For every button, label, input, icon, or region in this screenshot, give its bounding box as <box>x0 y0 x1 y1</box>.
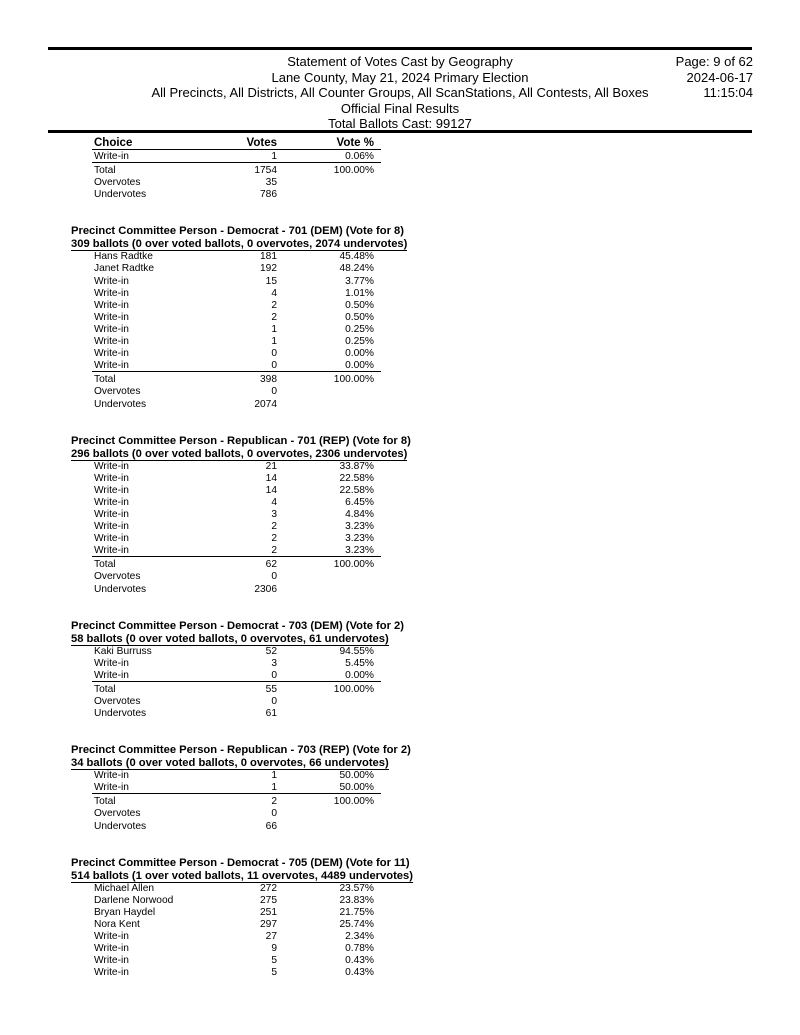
vote-percent: 50.00% <box>339 782 374 794</box>
vote-count: 275 <box>260 894 277 906</box>
undervotes-row <box>0 821 800 833</box>
vote-percent: 100.00% <box>333 165 374 177</box>
vote-count: 2 <box>271 311 277 323</box>
total-ballots-cast: Total Ballots Cast: 99127 <box>328 116 472 131</box>
vote-count: 0 <box>271 386 277 398</box>
vote-count: 61 <box>265 708 277 720</box>
vote-percent: 1.01% <box>345 287 374 299</box>
choice-name: Undervotes <box>94 820 147 832</box>
contest-ballot-summary-text: 58 ballots (0 over voted ballots, 0 overvotes, 61 undervotes) <box>71 632 389 645</box>
vote-count: 3 <box>271 508 277 520</box>
vote-count: 2 <box>271 533 277 545</box>
choice-name: Total <box>94 683 116 695</box>
contest-ballot-summary-text: 514 ballots (1 over voted ballots, 11 overvotes, 4489 undervotes) <box>71 869 413 882</box>
result-row <box>0 251 800 263</box>
choice-name: Write-in <box>94 931 129 943</box>
vote-percent: 0.00% <box>345 669 374 681</box>
choice-name: Kaki Burruss <box>94 645 152 657</box>
vote-count: 1754 <box>254 165 277 177</box>
vote-count: 27 <box>265 931 277 943</box>
vote-percent: 0.50% <box>345 299 374 311</box>
vote-count: 398 <box>260 374 277 386</box>
vote-percent: 3.23% <box>345 533 374 545</box>
vote-percent: 0.06% <box>345 151 374 162</box>
page-number: Page: 9 of 62 <box>675 54 753 69</box>
result-row <box>0 324 800 336</box>
choice-name: Total <box>94 796 116 808</box>
vote-percent: 100.00% <box>333 374 374 386</box>
row-underline <box>92 793 381 794</box>
total-row <box>0 796 800 808</box>
vote-percent: 22.58% <box>339 472 374 484</box>
vote-count: 9 <box>271 943 277 955</box>
vote-percent: 50.00% <box>339 770 374 782</box>
vote-percent: 0.00% <box>345 348 374 360</box>
vote-count: 2 <box>271 521 277 533</box>
undervotes-row <box>0 708 800 720</box>
result-row <box>0 782 800 794</box>
result-row <box>0 288 800 300</box>
result-row <box>0 461 800 473</box>
choice-name: Michael Allen <box>94 882 155 894</box>
vote-percent: 100.00% <box>333 559 374 571</box>
overvotes-row <box>0 386 800 398</box>
result-row <box>0 907 800 919</box>
choice-name: Write-in <box>94 545 129 557</box>
total-row <box>0 374 800 386</box>
row-underline <box>92 371 381 372</box>
vote-percent: 0.50% <box>345 311 374 323</box>
contest-ballot-summary <box>0 757 800 770</box>
report-time: 11:15:04 <box>703 85 753 100</box>
vote-count: 297 <box>260 918 277 930</box>
total-row <box>0 559 800 571</box>
choice-name: Write-in <box>94 360 129 372</box>
vote-percent: 48.24% <box>339 263 374 275</box>
choice-name: Write-in <box>94 657 129 669</box>
choice-column-label: Choice <box>94 137 133 149</box>
vote-count: 1 <box>271 323 277 335</box>
result-row <box>0 545 800 557</box>
choice-name: Overvotes <box>94 808 141 820</box>
election-name: Lane County, May 21, 2024 Primary Election <box>271 69 529 85</box>
vote-count: 2074 <box>254 398 277 410</box>
column-header <box>0 137 800 151</box>
choice-name: Write-in <box>94 955 129 967</box>
choice-name: Hans Radtke <box>94 251 153 263</box>
vote-percent: 4.84% <box>345 508 374 520</box>
contest-title: Precinct Committee Person - Democrat - 703 (DEM) (Vote for 2) <box>71 619 405 632</box>
vote-percent: 45.48% <box>339 251 374 263</box>
vote-percent: 0.43% <box>345 967 374 979</box>
result-row <box>0 919 800 931</box>
choice-name: Darlene Norwood <box>94 894 174 906</box>
report-date: 2024-06-17 <box>686 69 753 85</box>
vote-count: 0 <box>271 348 277 360</box>
vote-count: 192 <box>260 263 277 275</box>
result-row <box>0 336 800 348</box>
result-row <box>0 312 800 324</box>
overvotes-row <box>0 808 800 820</box>
choice-name: Undervotes <box>94 583 147 595</box>
choice-name: Total <box>94 374 116 386</box>
results-status: Official Final Results <box>340 100 460 116</box>
result-row <box>0 348 800 360</box>
vote-count: 66 <box>265 820 277 832</box>
contest-title: Precinct Committee Person - Republican - 703 (REP) (Vote for 2) <box>71 744 411 757</box>
percent-column-label: Vote % <box>336 137 374 149</box>
choice-name: Total <box>94 559 116 571</box>
vote-percent: 0.78% <box>345 943 374 955</box>
choice-name: Overvotes <box>94 386 141 398</box>
vote-count: 3 <box>271 657 277 669</box>
vote-count: 0 <box>271 808 277 820</box>
vote-percent: 22.58% <box>339 484 374 496</box>
vote-count: 251 <box>260 906 277 918</box>
report-meta <box>676 54 753 101</box>
result-row <box>0 151 800 163</box>
vote-percent: 3.77% <box>345 275 374 287</box>
choice-name: Write-in <box>94 967 129 979</box>
vote-count: 272 <box>260 882 277 894</box>
choice-name: Write-in <box>94 496 129 508</box>
vote-percent: 25.74% <box>339 918 374 930</box>
vote-count: 15 <box>265 275 277 287</box>
result-row <box>0 770 800 782</box>
choice-name: Write-in <box>94 151 129 162</box>
vote-percent: 0.25% <box>345 323 374 335</box>
result-row <box>0 521 800 533</box>
choice-name: Write-in <box>94 472 129 484</box>
vote-count: 1 <box>271 151 277 162</box>
result-row <box>0 943 800 955</box>
vote-count: 2 <box>271 299 277 311</box>
vote-count: 62 <box>265 559 277 571</box>
vote-percent: 0.25% <box>345 336 374 348</box>
vote-percent: 5.45% <box>345 657 374 669</box>
vote-count: 0 <box>271 696 277 707</box>
result-row <box>0 931 800 943</box>
vote-count: 4 <box>271 496 277 508</box>
choice-name: Write-in <box>94 323 129 335</box>
vote-count: 2 <box>271 545 277 557</box>
vote-count: 1 <box>271 782 277 794</box>
overvotes-row <box>0 571 800 583</box>
vote-count: 14 <box>265 484 277 496</box>
vote-percent: 23.83% <box>339 894 374 906</box>
result-row <box>0 533 800 545</box>
vote-percent: 21.75% <box>339 906 374 918</box>
vote-count: 0 <box>271 669 277 681</box>
vote-percent: 3.23% <box>345 521 374 533</box>
vote-count: 21 <box>265 460 277 472</box>
choice-name: Write-in <box>94 275 129 287</box>
report-header <box>48 54 752 132</box>
choice-name: Nora Kent <box>94 918 140 930</box>
undervotes-row <box>0 399 800 411</box>
result-row <box>0 967 800 979</box>
vote-percent: 6.45% <box>345 496 374 508</box>
vote-count: 52 <box>265 645 277 657</box>
vote-percent: 33.87% <box>339 460 374 472</box>
contest-title: Precinct Committee Person - Democrat - 705 (DEM) (Vote for 11) <box>71 856 410 869</box>
choice-name: Write-in <box>94 484 129 496</box>
report-scope: All Precincts, All Districts, All Counter Groups, All ScanStations, All Contests, All Boxes <box>151 85 649 100</box>
choice-name: Undervotes <box>94 398 147 410</box>
choice-name: Write-in <box>94 508 129 520</box>
vote-count: 35 <box>265 177 277 189</box>
vote-percent: 23.57% <box>339 882 374 894</box>
choice-name: Write-in <box>94 336 129 348</box>
vote-percent: 100.00% <box>333 796 374 808</box>
results-content <box>0 137 800 979</box>
vote-percent: 2.34% <box>345 931 374 943</box>
choice-name: Bryan Haydel <box>94 906 156 918</box>
result-row <box>0 670 800 682</box>
vote-percent: 0.43% <box>345 955 374 967</box>
contest-ballot-summary <box>0 870 800 883</box>
vote-percent: 0.00% <box>345 360 374 372</box>
contest-title: Precinct Committee Person - Democrat - 701 (DEM) (Vote for 8) <box>71 225 405 238</box>
choice-name: Janet Radtke <box>94 263 155 275</box>
report-title: Statement of Votes Cast by Geography <box>287 54 513 69</box>
header-underline <box>92 149 381 150</box>
row-underline <box>92 681 381 682</box>
result-row <box>0 646 800 658</box>
contest-ballot-summary-text: 309 ballots (0 over voted ballots, 0 overvotes, 2074 undervotes) <box>71 238 408 251</box>
vote-count: 786 <box>260 189 277 201</box>
result-row <box>0 485 800 497</box>
result-row <box>0 360 800 372</box>
undervotes-row <box>0 584 800 596</box>
total-row <box>0 165 800 177</box>
result-row <box>0 497 800 509</box>
result-row <box>0 473 800 485</box>
vote-count: 14 <box>265 472 277 484</box>
result-row <box>0 276 800 288</box>
choice-name: Write-in <box>94 311 129 323</box>
overvotes-row <box>0 696 800 708</box>
choice-name: Overvotes <box>94 571 141 583</box>
vote-percent: 100.00% <box>333 683 374 695</box>
result-row <box>0 895 800 907</box>
result-row <box>0 955 800 967</box>
vote-count: 0 <box>271 360 277 372</box>
contest-ballot-summary <box>0 238 800 251</box>
contest-title: Precinct Committee Person - Republican - 701 (REP) (Vote for 8) <box>71 434 411 447</box>
vote-count: 1 <box>271 336 277 348</box>
contest-ballot-summary-text: 34 ballots (0 over voted ballots, 0 overvotes, 66 undervotes) <box>71 757 389 770</box>
contest-ballot-summary-text: 296 ballots (0 over voted ballots, 0 overvotes, 2306 undervotes) <box>71 447 408 460</box>
result-row <box>0 509 800 521</box>
choice-name: Total <box>94 165 116 177</box>
contest-ballot-summary <box>0 448 800 461</box>
choice-name: Undervotes <box>94 708 147 720</box>
total-row <box>0 684 800 696</box>
result-row <box>0 658 800 670</box>
vote-count: 5 <box>271 967 277 979</box>
header-top-rule <box>48 47 752 50</box>
choice-name: Write-in <box>94 287 129 299</box>
result-row <box>0 263 800 275</box>
overvotes-row <box>0 177 800 189</box>
choice-name: Overvotes <box>94 177 141 189</box>
vote-count: 181 <box>260 251 277 263</box>
row-underline <box>92 556 381 557</box>
choice-name: Write-in <box>94 669 129 681</box>
vote-count: 5 <box>271 955 277 967</box>
vote-count: 0 <box>271 571 277 583</box>
choice-name: Write-in <box>94 782 129 794</box>
votes-column-label: Votes <box>246 137 277 149</box>
choice-name: Write-in <box>94 770 129 782</box>
contest-ballot-summary <box>0 633 800 646</box>
choice-name: Write-in <box>94 521 129 533</box>
choice-name: Overvotes <box>94 696 141 707</box>
choice-name: Write-in <box>94 943 129 955</box>
vote-count: 2306 <box>254 583 277 595</box>
result-row <box>0 883 800 895</box>
choice-name: Write-in <box>94 460 129 472</box>
vote-count: 1 <box>271 770 277 782</box>
header-bottom-rule <box>48 130 752 133</box>
vote-count: 55 <box>265 683 277 695</box>
choice-name: Undervotes <box>94 189 147 201</box>
choice-name: Write-in <box>94 299 129 311</box>
row-underline <box>92 162 381 163</box>
choice-name: Write-in <box>94 533 129 545</box>
vote-percent: 94.55% <box>339 645 374 657</box>
undervotes-row <box>0 189 800 201</box>
result-row <box>0 300 800 312</box>
vote-count: 2 <box>271 796 277 808</box>
choice-name: Write-in <box>94 348 129 360</box>
vote-count: 4 <box>271 287 277 299</box>
vote-percent: 3.23% <box>345 545 374 557</box>
